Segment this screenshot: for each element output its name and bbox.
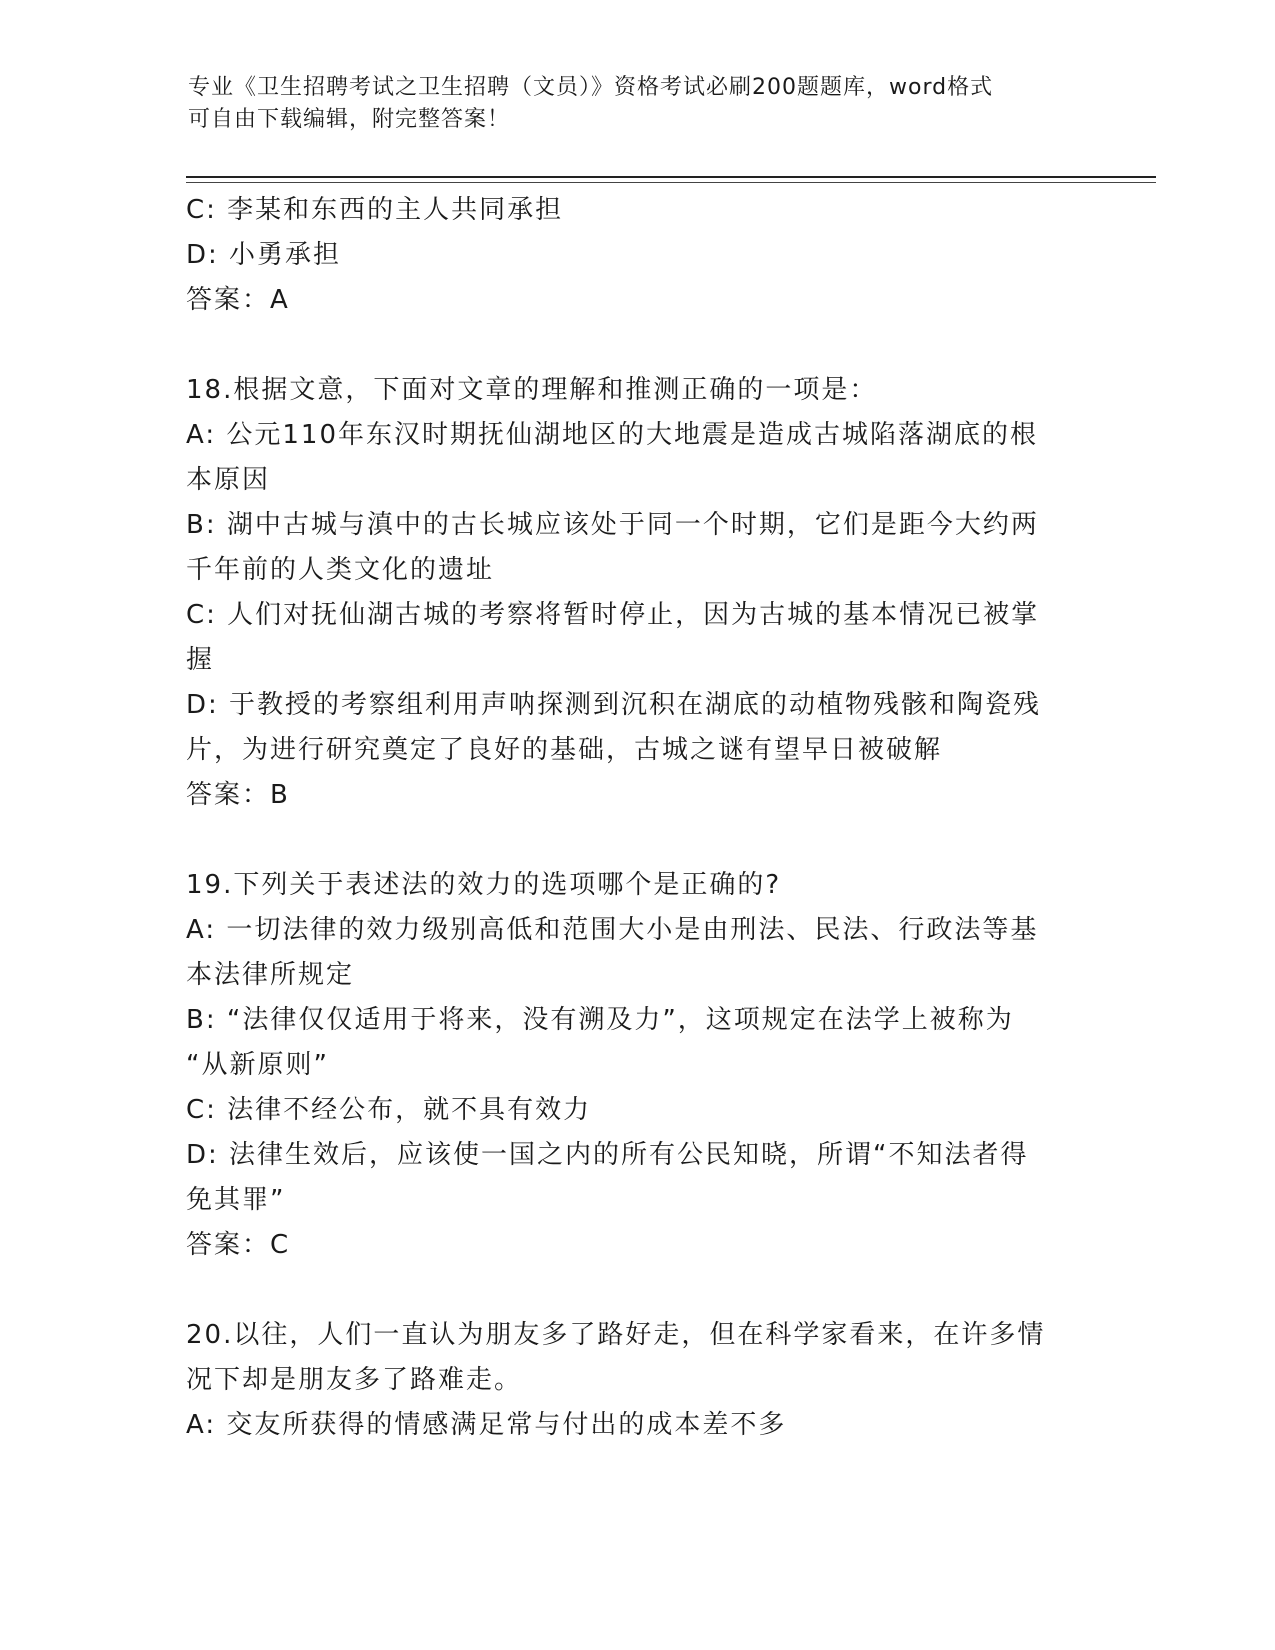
q20-stem-line-2: 况下却是朋友多了路难走。 [186, 1365, 523, 1395]
q19-option-b-line-2: “从新原则” [186, 1050, 329, 1080]
question-content [186, 188, 1086, 1448]
q18-stem: 18.根据文意，下面对文章的理解和推测正确的一项是： [186, 375, 878, 405]
spacer [186, 818, 1086, 863]
document-header [188, 72, 1068, 136]
q18-option-a-line-2: 本原因 [186, 465, 271, 495]
q18-option-d-line-2: 片，为进行研究奠定了良好的基础，古城之谜有望早日被破解 [186, 735, 943, 765]
q18-option-c-line-2: 握 [186, 645, 215, 675]
q18-option-b-line-1: B: 湖中古城与滇中的古长城应该处于同一个时期，它们是距今大约两 [186, 510, 1039, 540]
q18-option-b-line-2: 千年前的人类文化的遗址 [186, 555, 495, 585]
header-divider-thick [186, 176, 1156, 178]
header-line-2: 可自由下载编辑，附完整答案！ [188, 107, 511, 132]
q18-option-d-line-1: D: 于教授的考察组利用声呐探测到沉积在湖底的动植物残骸和陶瓷残 [186, 690, 1042, 720]
q19-option-d-line-2: 免其罪” [186, 1185, 286, 1215]
q20-stem-line-1: 20.以往，人们一直认为朋友多了路好走，但在科学家看来，在许多情 [186, 1320, 1046, 1350]
q18-answer: 答案：B [186, 780, 290, 810]
spacer [186, 323, 1086, 368]
header-line-1: 专业《卫生招聘考试之卫生招聘（文员）》资格考试必刷200题题库，word格式 [188, 75, 994, 100]
q17-answer: 答案：A [186, 285, 290, 315]
q19-option-b-line-1: B: “法律仅仅适用于将来，没有溯及力”，这项规定在法学上被称为 [186, 1005, 1014, 1035]
q19-option-a-line-1: A: 一切法律的效力级别高低和范围大小是由刑法、民法、行政法等基 [186, 915, 1039, 945]
q17-option-c: C: 李某和东西的主人共同承担 [186, 195, 564, 225]
q18-option-c-line-1: C: 人们对抚仙湖古城的考察将暂时停止，因为古城的基本情况已被掌 [186, 600, 1040, 630]
q17-option-d: D: 小勇承担 [186, 240, 342, 270]
q20-option-a: A: 交友所获得的情感满足常与付出的成本差不多 [186, 1410, 787, 1440]
spacer [186, 1268, 1086, 1313]
q19-stem: 19.下列关于表述法的效力的选项哪个是正确的? [186, 870, 782, 900]
q19-answer: 答案：C [186, 1230, 291, 1260]
q19-option-c: C: 法律不经公布，就不具有效力 [186, 1095, 592, 1125]
q19-option-d-line-1: D: 法律生效后，应该使一国之内的所有公民知晓，所谓“不知法者得 [186, 1140, 1029, 1170]
q18-option-a-line-1: A: 公元110年东汉时期抚仙湖地区的大地震是造成古城陷落湖底的根 [186, 420, 1038, 450]
header-divider-thin [186, 182, 1156, 183]
q19-option-a-line-2: 本法律所规定 [186, 960, 355, 990]
